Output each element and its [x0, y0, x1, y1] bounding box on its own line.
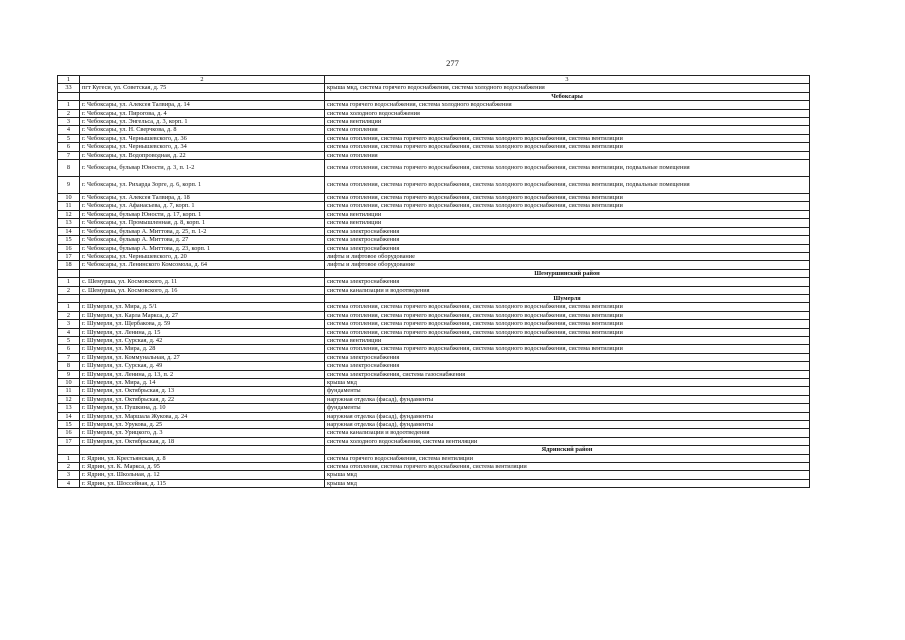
table-row [58, 177, 810, 194]
address-cell: пгт Кугеси, ул. Советская, д. 75 [80, 84, 325, 92]
empty-cell [80, 446, 325, 454]
repair-works-table [57, 75, 810, 488]
address-cell: г. Чебоксары, ул. Н. Сверчкова, д. 8 [80, 126, 325, 134]
row-number: 5 [58, 134, 80, 142]
works-cell: система электроснабжения [325, 353, 810, 361]
address-cell: г. Шумерля, ул. Мира, д. 14 [80, 379, 325, 387]
row-number: 3 [58, 118, 80, 126]
works-cell: система отопления, система горячего водоснабжения, система холодного водоснабжения, система вентиляции [325, 194, 810, 202]
row-number: 10 [58, 379, 80, 387]
row-number: 13 [58, 404, 80, 412]
row-number: 15 [58, 236, 80, 244]
empty-cell [58, 446, 80, 454]
address-cell: г. Ядрин, ул. Школьная, д. 12 [80, 471, 325, 479]
address-cell: г. Чебоксары, ул. Промышленная, д. 8, корп. 1 [80, 219, 325, 227]
works-cell: система отопления, система горячего водоснабжения, система холодного водоснабжения, система вентиляции [325, 303, 810, 311]
works-cell: наружная отделка (фасад), фундаменты [325, 395, 810, 403]
works-cell: система электроснабжения [325, 236, 810, 244]
works-cell: система отопления, система горячего водоснабжения, система холодного водоснабжения, система вентиляции [325, 320, 810, 328]
works-cell: система отопления [325, 126, 810, 134]
table-row [58, 101, 810, 109]
address-cell: г. Шумерля, ул. Мира, д. 28 [80, 345, 325, 353]
row-number: 14 [58, 412, 80, 420]
address-cell: г. Шумерля, ул. Октябрьская, д. 18 [80, 437, 325, 445]
address-cell: с. Шемурша, ул. Космовского, д. 11 [80, 278, 325, 286]
table-row [58, 437, 810, 445]
works-cell: крыша мкд [325, 379, 810, 387]
page-number: 277 [446, 58, 459, 68]
address-cell: г. Шумерля, ул. Ленина, д. 15 [80, 328, 325, 336]
address-cell: г. Чебоксары, ул. Рихарда Зорге, д. 6, корп. 1 [80, 177, 325, 194]
works-cell: система вентиляции [325, 219, 810, 227]
works-cell: лифты и лифтовое оборудование [325, 261, 810, 269]
works-cell: система электроснабжения, система газоснабжения [325, 370, 810, 378]
works-cell: система холодного водоснабжения [325, 109, 810, 117]
row-number: 17 [58, 437, 80, 445]
row-number: 2 [58, 109, 80, 117]
empty-cell [80, 92, 325, 100]
address-cell: г. Шумерля, ул. Мира, д. 5/1 [80, 303, 325, 311]
table-row [58, 118, 810, 126]
works-cell: крыша мкд [325, 479, 810, 487]
section-title: Шумерля [325, 294, 810, 302]
address-cell: г. Чебоксары, ул. Водопроводная, д. 22 [80, 151, 325, 159]
table-row [58, 421, 810, 429]
works-cell: система холодного водоснабжения, система вентиляции [325, 437, 810, 445]
works-cell: система вентиляции [325, 336, 810, 344]
row-number: 6 [58, 345, 80, 353]
empty-cell [58, 294, 80, 302]
address-cell: с. Шемурша, ул. Космовского, д. 16 [80, 286, 325, 294]
table-row [58, 84, 810, 92]
address-cell: г. Чебоксары, ул. Чернышевского, д. 20 [80, 252, 325, 260]
table-row [58, 278, 810, 286]
address-cell: г. Шумерля, ул. Октябрьская, д. 22 [80, 395, 325, 403]
table-row [58, 404, 810, 412]
address-cell: г. Чебоксары, ул. Чернышевского, д. 34 [80, 143, 325, 151]
row-number: 11 [58, 202, 80, 210]
address-cell: г. Чебоксары, бульвар А. Миттова, д. 27 [80, 236, 325, 244]
works-cell: система отопления, система горячего водоснабжения, система вентиляции [325, 463, 810, 471]
table-row [58, 261, 810, 269]
address-cell: г. Чебоксары, ул. Алексея Талвира, д. 18 [80, 194, 325, 202]
works-cell: система отопления, система горячего водоснабжения, система холодного водоснабжения, система вентиляции [325, 202, 810, 210]
row-number: 8 [58, 362, 80, 370]
address-cell: г. Чебоксары, ул. Ленинского Комсомола, д. 64 [80, 261, 325, 269]
empty-cell [80, 269, 325, 277]
row-number: 5 [58, 336, 80, 344]
row-number: 33 [58, 84, 80, 92]
works-cell: фундаменты [325, 404, 810, 412]
row-number: 7 [58, 353, 80, 361]
table-row [58, 328, 810, 336]
section-header-row [58, 269, 810, 277]
address-cell: г. Чебоксары, ул. Энгельса, д. 3, корп. 1 [80, 118, 325, 126]
empty-cell [58, 92, 80, 100]
table-row [58, 463, 810, 471]
works-cell: система электроснабжения [325, 227, 810, 235]
section-title: Шемуршинский район [325, 269, 810, 277]
works-cell: система электроснабжения [325, 278, 810, 286]
row-number: 3 [58, 471, 80, 479]
table-row [58, 236, 810, 244]
works-cell: лифты и лифтовое оборудование [325, 252, 810, 260]
table-row [58, 210, 810, 218]
works-cell: система горячего водоснабжения, система холодного водоснабжения [325, 101, 810, 109]
row-number: 7 [58, 151, 80, 159]
table-row [58, 219, 810, 227]
table-row [58, 244, 810, 252]
section-header-row [58, 446, 810, 454]
table-row [58, 151, 810, 159]
table-row [58, 303, 810, 311]
address-cell: г. Шумерля, ул. Октябрьская, д. 13 [80, 387, 325, 395]
row-number: 3 [58, 320, 80, 328]
works-cell: система отопления [325, 151, 810, 159]
row-number: 1 [58, 101, 80, 109]
row-number: 8 [58, 160, 80, 177]
table-row [58, 379, 810, 387]
works-cell: крыша мкд [325, 471, 810, 479]
address-cell: г. Чебоксары, ул. Чернышевского, д. 36 [80, 134, 325, 142]
address-cell: г. Чебоксары, бульвар А. Миттова, д. 23, корп. 1 [80, 244, 325, 252]
column-number-row [58, 76, 810, 84]
table-row [58, 252, 810, 260]
address-cell: г. Чебоксары, ул. Пирогова, д. 4 [80, 109, 325, 117]
works-cell: крыша мкд, система горячего водоснабжения, система холодного водоснабжения [325, 84, 810, 92]
row-number: 14 [58, 227, 80, 235]
section-header-row [58, 294, 810, 302]
row-number: 15 [58, 421, 80, 429]
works-cell: система вентиляции [325, 118, 810, 126]
table-row [58, 387, 810, 395]
table-row [58, 370, 810, 378]
address-cell: г. Чебоксары, бульвар Юности, д. 3, п. 1-2 [80, 160, 325, 177]
row-number: 6 [58, 143, 80, 151]
row-number: 2 [58, 311, 80, 319]
address-cell: г. Шумерля, ул. Карла Маркса, д. 27 [80, 311, 325, 319]
row-number: 1 [58, 303, 80, 311]
address-cell: г. Шумерля, ул. Сурская, д. 49 [80, 362, 325, 370]
row-number: 4 [58, 126, 80, 134]
table-row [58, 143, 810, 151]
address-cell: г. Шумерля, ул. Маршала Жукова, д. 24 [80, 412, 325, 420]
column-1-number: 1 [58, 76, 80, 84]
address-cell: г. Шумерля, ул. Урукова, д. 25 [80, 421, 325, 429]
column-3-number: 3 [325, 76, 810, 84]
row-number: 4 [58, 328, 80, 336]
works-cell: система отопления, система горячего водоснабжения, система холодного водоснабжения, система вентиляции [325, 143, 810, 151]
table-row [58, 311, 810, 319]
works-cell: наружная отделка (фасад), фундаменты [325, 412, 810, 420]
row-number: 16 [58, 244, 80, 252]
works-cell: система отопления, система горячего водоснабжения, система холодного водоснабжения, система вентиляции, подвальные помещения [325, 160, 810, 177]
works-cell: система вентиляции [325, 210, 810, 218]
address-cell: г. Шумерля, ул. Сурская, д. 42 [80, 336, 325, 344]
table-row [58, 286, 810, 294]
section-header-row [58, 92, 810, 100]
table-row [58, 194, 810, 202]
section-title: Чебоксары [325, 92, 810, 100]
row-number: 10 [58, 194, 80, 202]
address-cell: г. Чебоксары, бульвар А. Миттова, д. 25, п. 1-2 [80, 227, 325, 235]
works-cell: система электроснабжения [325, 362, 810, 370]
table-row [58, 345, 810, 353]
empty-cell [58, 269, 80, 277]
empty-cell [80, 294, 325, 302]
table-row [58, 134, 810, 142]
address-cell: г. Ядрин, ул. Шоссейная, д. 115 [80, 479, 325, 487]
address-cell: г. Чебоксары, ул. Алексея Талвира, д. 14 [80, 101, 325, 109]
table-row [58, 160, 810, 177]
row-number: 9 [58, 177, 80, 194]
address-cell: г. Шумерля, ул. Урицкого, д. 3 [80, 429, 325, 437]
works-cell: система горячего водоснабжения, система вентиляции [325, 454, 810, 462]
row-number: 2 [58, 463, 80, 471]
row-number: 13 [58, 219, 80, 227]
row-number: 4 [58, 479, 80, 487]
table-row [58, 353, 810, 361]
row-number: 9 [58, 370, 80, 378]
works-cell: система канализации и водоотведения [325, 286, 810, 294]
row-number: 11 [58, 387, 80, 395]
table-row [58, 479, 810, 487]
works-cell: система отопления, система горячего водоснабжения, система холодного водоснабжения, система вентиляции [325, 345, 810, 353]
address-cell: г. Ядрин, ул. К. Маркса, д. 95 [80, 463, 325, 471]
table-row [58, 412, 810, 420]
table-row [58, 320, 810, 328]
address-cell: г. Чебоксары, ул. Афанасьева, д. 7, корп. 1 [80, 202, 325, 210]
works-cell: система отопления, система горячего водоснабжения, система холодного водоснабжения, система вентиляции, подвальные помещения [325, 177, 810, 194]
row-number: 1 [58, 278, 80, 286]
works-cell: система отопления, система горячего водоснабжения, система холодного водоснабжения, система вентиляции [325, 328, 810, 336]
address-cell: г. Шумерля, ул. Пушкина, д. 10 [80, 404, 325, 412]
row-number: 18 [58, 261, 80, 269]
table-row [58, 336, 810, 344]
table-row [58, 362, 810, 370]
table-row [58, 454, 810, 462]
works-cell: система отопления, система горячего водоснабжения, система холодного водоснабжения, система вентиляции [325, 311, 810, 319]
table-row [58, 429, 810, 437]
section-title: Ядринский район [325, 446, 810, 454]
column-2-number: 2 [80, 76, 325, 84]
address-cell: г. Чебоксары, бульвар Юности, д. 17, корп. 1 [80, 210, 325, 218]
table-row [58, 126, 810, 134]
address-cell: г. Шумерля, ул. Щербакова, д. 59 [80, 320, 325, 328]
table-row [58, 395, 810, 403]
row-number: 2 [58, 286, 80, 294]
row-number: 17 [58, 252, 80, 260]
row-number: 16 [58, 429, 80, 437]
table-row [58, 227, 810, 235]
row-number: 1 [58, 454, 80, 462]
table-body [58, 76, 810, 488]
row-number: 12 [58, 210, 80, 218]
address-cell: г. Шумерля, ул. Коммунальная, д. 27 [80, 353, 325, 361]
table-row [58, 471, 810, 479]
address-cell: г. Шумерля, ул. Ленина, д. 13, п. 2 [80, 370, 325, 378]
works-cell: фундаменты [325, 387, 810, 395]
table-row [58, 109, 810, 117]
row-number: 12 [58, 395, 80, 403]
works-cell: система отопления, система горячего водоснабжения, система холодного водоснабжения, система вентиляции [325, 134, 810, 142]
address-cell: г. Ядрин, ул. Крестьянская, д. 8 [80, 454, 325, 462]
works-cell: система канализации и водоотведения [325, 429, 810, 437]
table-row [58, 202, 810, 210]
works-cell: система электроснабжения [325, 244, 810, 252]
works-cell: наружная отделка (фасад), фундаменты [325, 421, 810, 429]
